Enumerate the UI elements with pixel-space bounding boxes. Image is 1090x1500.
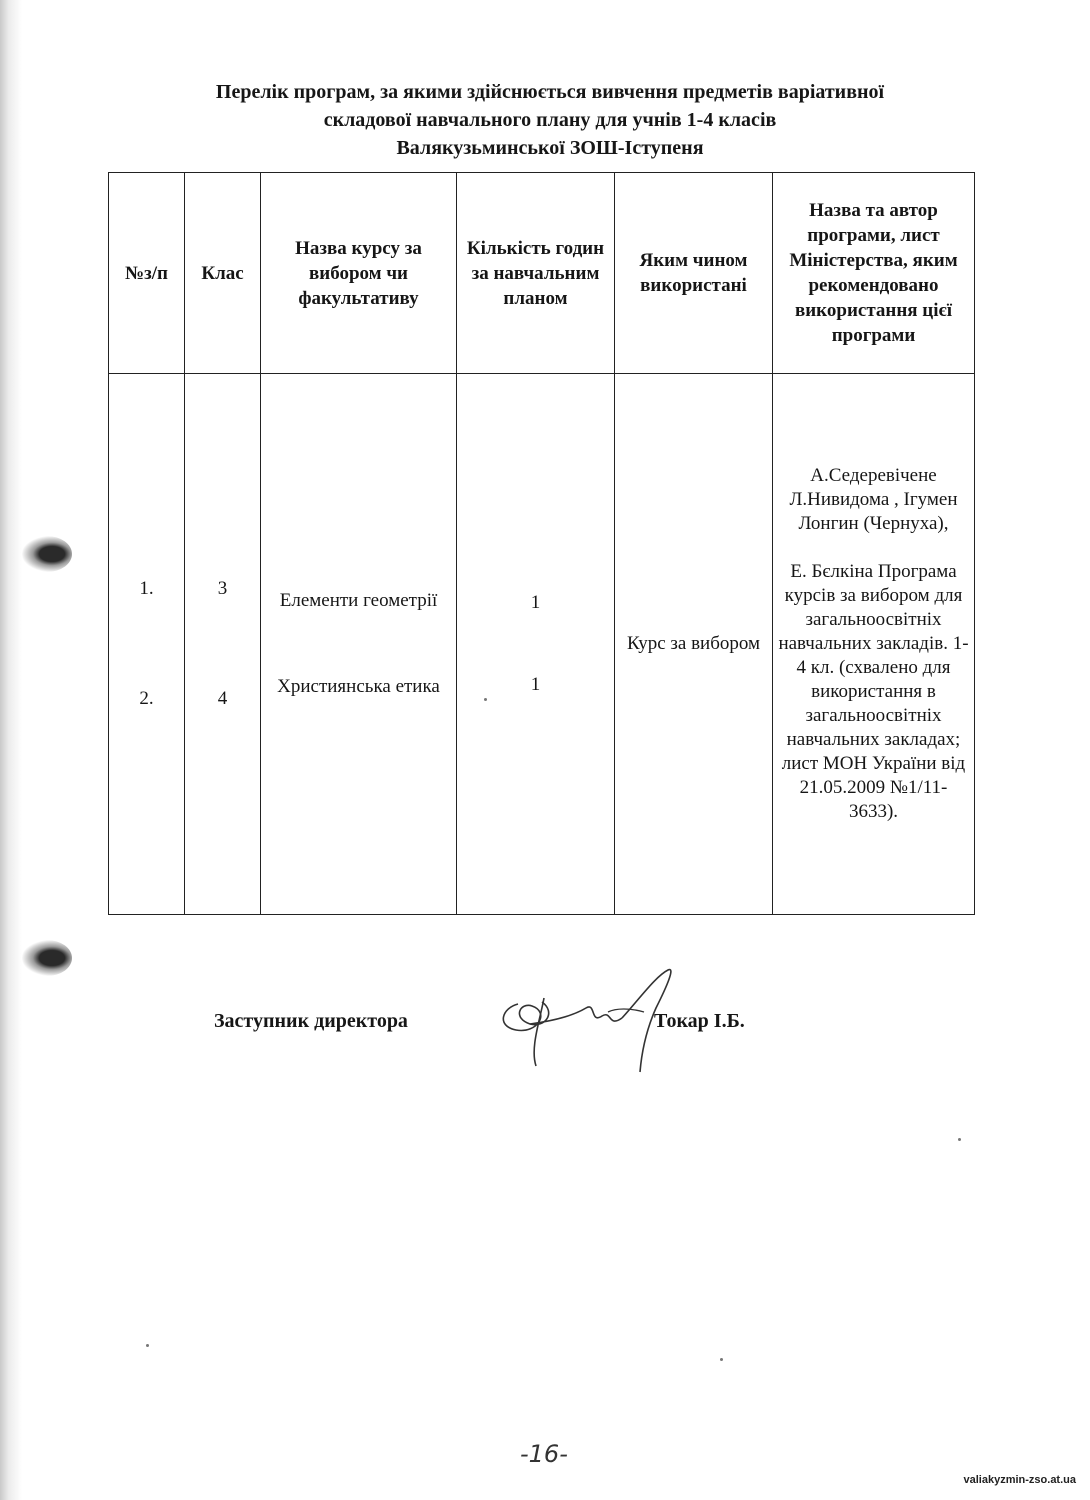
row-2-course: Християнська етика: [277, 676, 440, 697]
row-1-course: Елементи геометрії: [279, 590, 438, 611]
programs-table: [108, 172, 975, 915]
document-title: [90, 78, 1010, 162]
title-line-3: Валякузьминської ЗОШ-Іступеня: [396, 137, 704, 159]
signer-name: Токар І.Б.: [654, 1010, 745, 1032]
signer-position: Заступник директора: [214, 1010, 408, 1032]
page-number: -16-: [520, 1440, 568, 1468]
scan-edge-shadow: [0, 0, 22, 1500]
header-num: №з/п: [109, 173, 185, 374]
site-watermark: valiakyzmin-zso.at.ua: [963, 1474, 1076, 1486]
author-cell: [773, 374, 975, 915]
course-cell: [261, 374, 457, 915]
punch-hole: [22, 536, 72, 572]
scan-speck: [958, 1138, 961, 1141]
author-gap: [777, 536, 970, 560]
row-2-num: 2.: [139, 688, 154, 709]
header-course: Назва курсу за вибором чи факультативу: [261, 173, 457, 374]
scan-speck: [146, 1344, 149, 1347]
table-header-row: [109, 173, 975, 374]
handwritten-signature: [490, 968, 690, 1078]
how-used-cell: Курс за вибором: [615, 374, 773, 915]
header-hours: Кількість годин за навчальним планом: [457, 173, 615, 374]
num-cell: [109, 374, 185, 915]
hours-cell: [457, 374, 615, 915]
header-author: Назва та автор програми, лист Міністерства, яким рекомендовано використання цієї програми: [773, 173, 975, 374]
row-1-num: 1.: [139, 578, 154, 599]
signature-block: [214, 1010, 745, 1033]
row-2-hours: 1: [530, 674, 541, 695]
title-line-2: складової навчального плану для учнів 1-4 класів: [323, 109, 777, 131]
row-1-class: 3: [217, 578, 228, 599]
header-how-used: Яким чином використані: [615, 173, 773, 374]
scan-speck: [720, 1358, 723, 1361]
row-1-hours: 1: [530, 592, 541, 613]
class-cell: [185, 374, 261, 915]
author-part-1: А.Седеревічене Л.Нивидома , Ігумен Лонгин (Чернуха),: [789, 465, 958, 534]
author-part-2: Е. Бєлкіна Програма курсів за вибором для загальноосвітніх навчальних закладів. 1-4 кл. (схвалено для використання в загальноосвітніх навчальних закладах; лист МОН України від 21.05.2009 №1/11-3633).: [778, 561, 969, 822]
table-row: [109, 374, 975, 915]
title-line-1: Перелік програм, за якими здійснюється вивчення предметів варіативної: [215, 81, 885, 103]
row-2-class: 4: [217, 688, 228, 709]
header-class: Клас: [185, 173, 261, 374]
scan-speck: [484, 698, 487, 701]
punch-hole: [22, 940, 72, 976]
